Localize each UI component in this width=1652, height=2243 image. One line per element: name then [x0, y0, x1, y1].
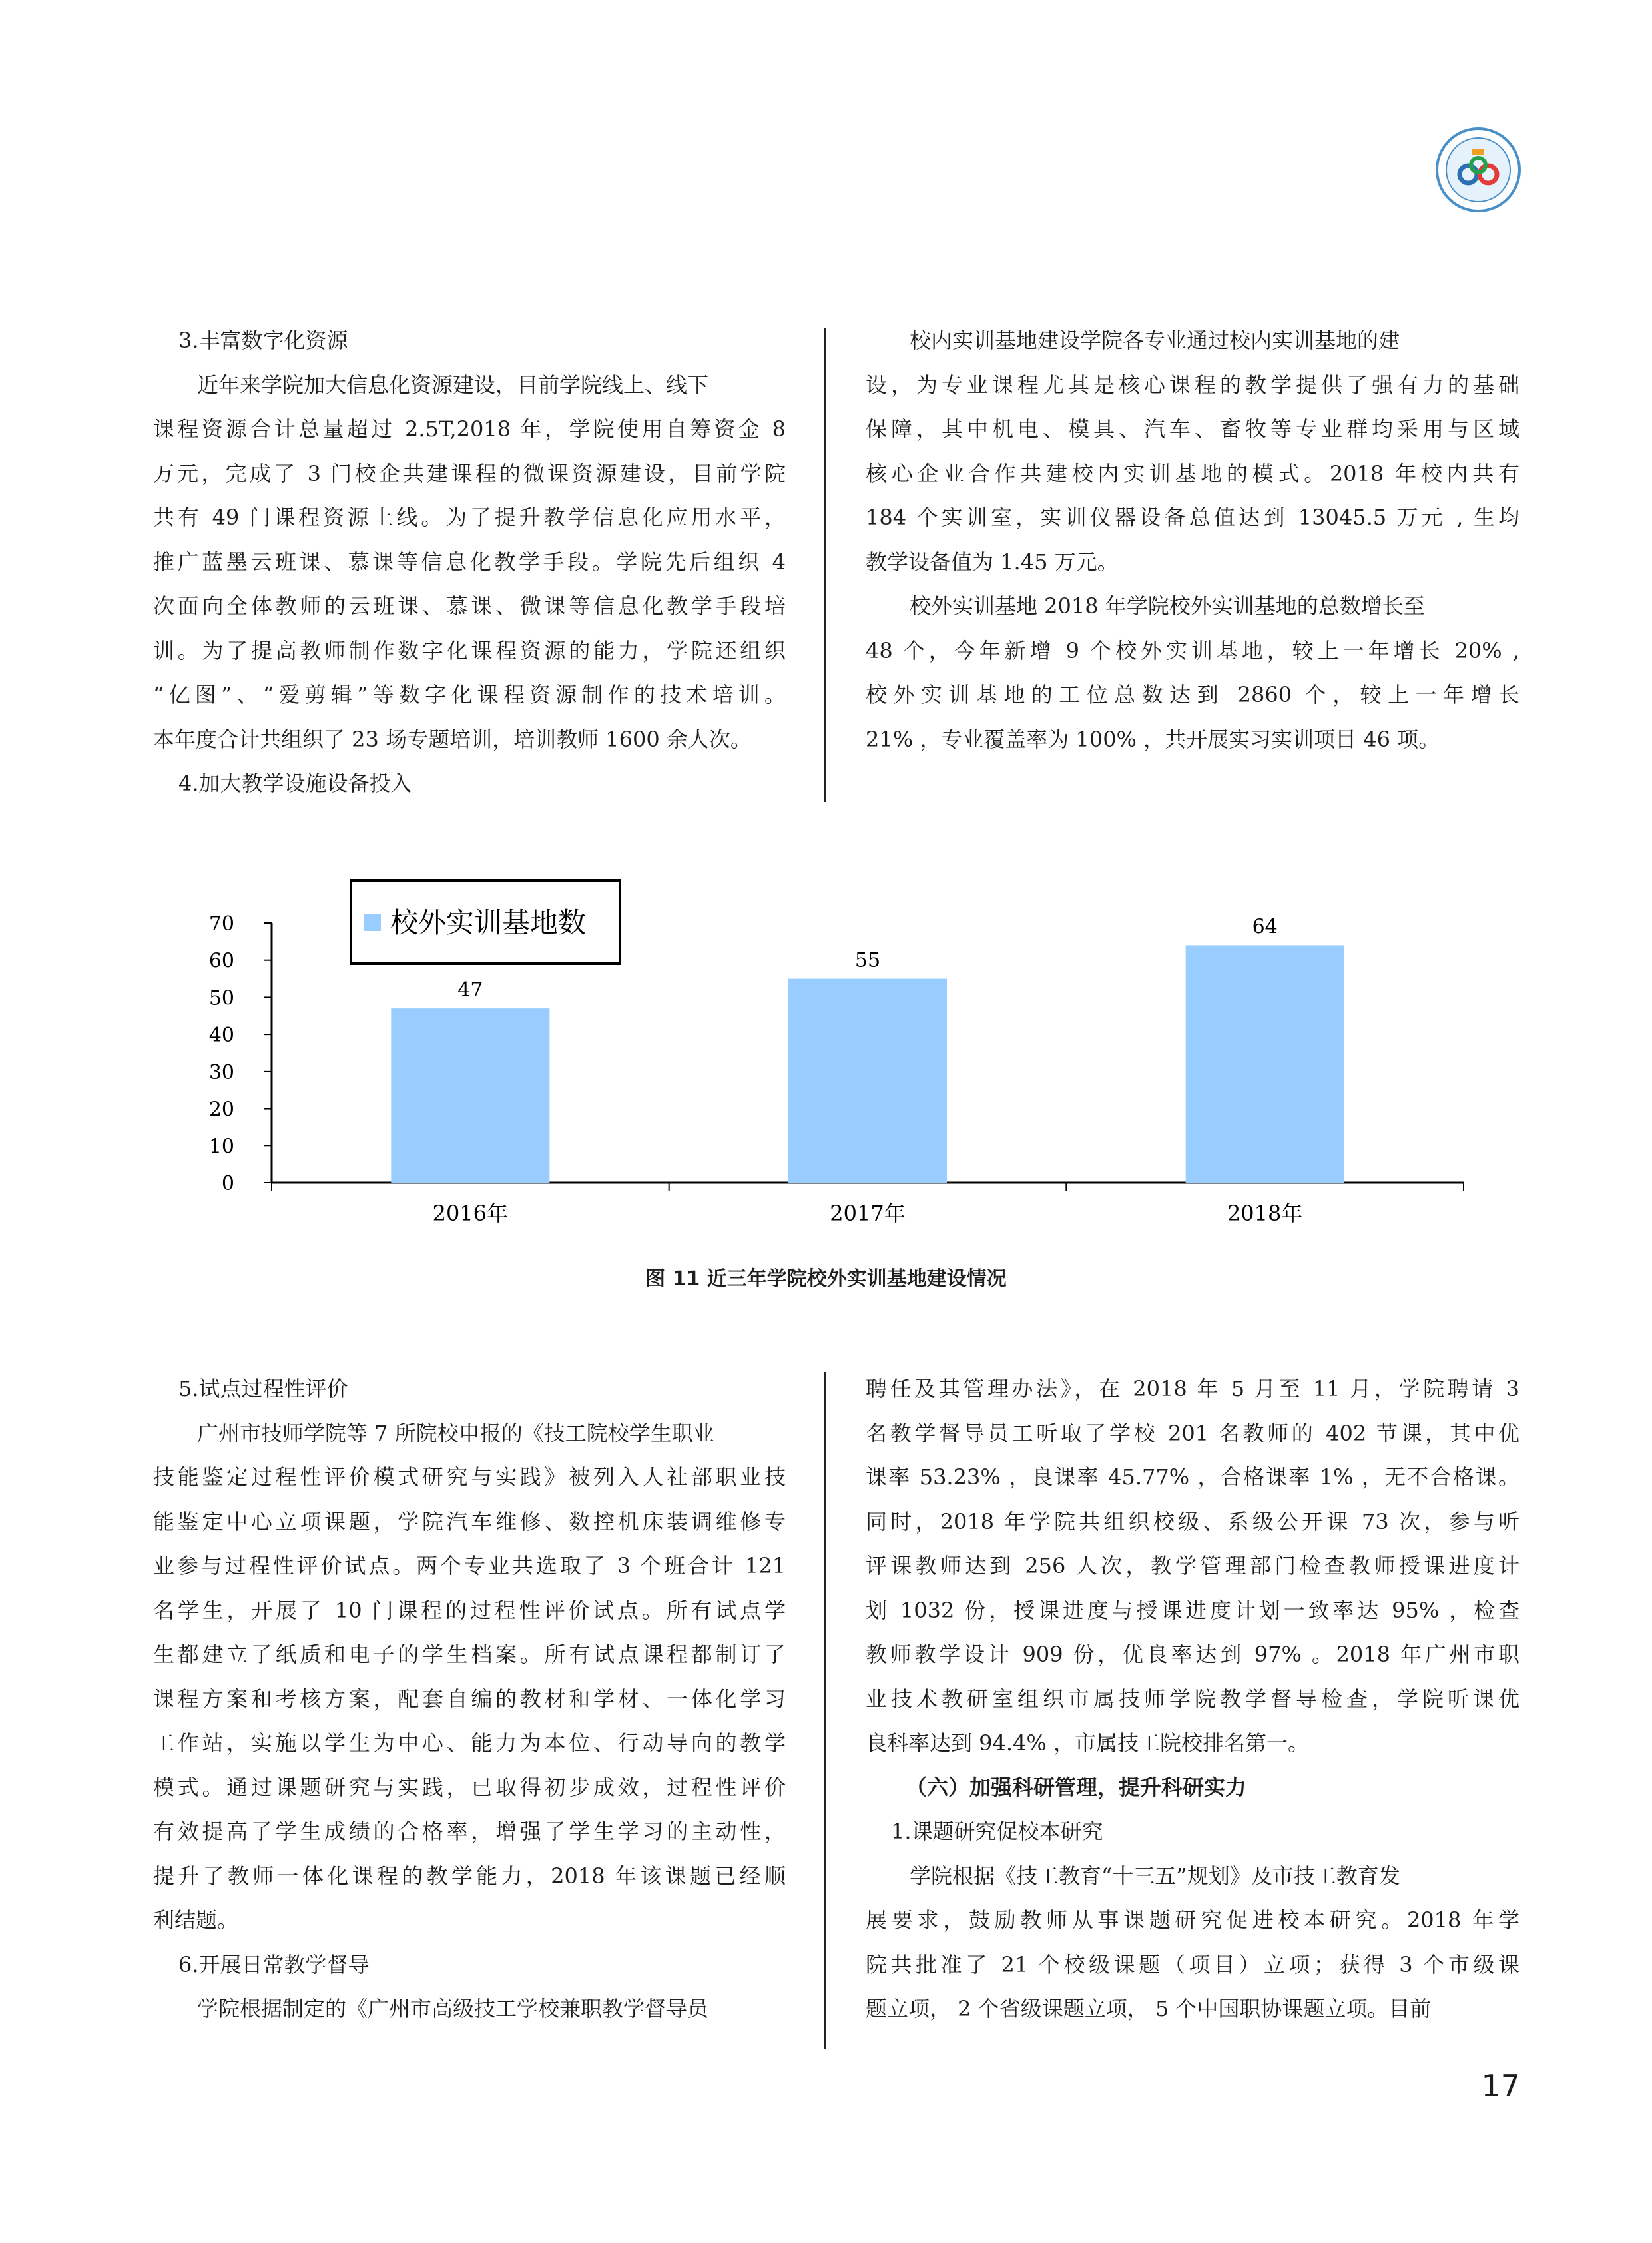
- left-column-top: [153, 318, 786, 806]
- y-tick-label: 70: [208, 912, 234, 936]
- right-column-top: [866, 318, 1519, 761]
- paragraph-line: 次面向全体教师的云班课、慕课、微课等信息化教学手段培: [153, 593, 786, 619]
- chart-legend: [351, 880, 620, 964]
- paragraph-line: 校外实训基地 2018 年学院校外实训基地的总数增长至: [910, 593, 1425, 619]
- paragraph-line: 同时，2018 年学院共组织校级、系级公开课 73 次，参与听: [866, 1508, 1519, 1534]
- y-tick-label: 20: [208, 1098, 234, 1122]
- paragraph-line: 核心企业合作共建校内实训基地的模式。2018 年校内共有: [866, 460, 1519, 486]
- paragraph-line: 有效提高了学生成绩的合格率，增强了学生学习的主动性，: [153, 1819, 786, 1844]
- y-tick-label: 50: [208, 986, 234, 1010]
- figure-caption: 图 11 近三年学院校外实训基地建设情况: [645, 1267, 1007, 1291]
- column-divider: [824, 1372, 826, 2049]
- data-label: 64: [1252, 915, 1278, 939]
- paragraph-line: 设，为专业课程尤其是核心课程的教学提供了强有力的基础: [866, 372, 1519, 398]
- paragraph-line: 教师教学设计 909 份，优良率达到 97% 。2018 年广州市职: [866, 1642, 1519, 1667]
- paragraph-line: 课率 53.23% ，良课率 45.77% ，合格课率 1% ，无不合格课。: [866, 1464, 1519, 1490]
- paragraph-line: 训。为了提高教师制作数字化课程资源的能力，学院还组织: [153, 637, 786, 663]
- subheading: 1.课题研究促校本研究: [891, 1819, 1103, 1844]
- paragraph-line: 近年来学院加大信息化资源建设，目前学院线上、线下: [197, 372, 709, 398]
- paragraph-line: 名学生，开展了 10 门课程的过程性评价试点。所有试点学: [153, 1597, 786, 1623]
- paragraph-line: “亿图”、“爱剪辑”等数字化课程资源制作的技术培训。: [153, 682, 786, 707]
- bar-2018年: [1186, 945, 1344, 1183]
- subheading: 4.加大教学设施设备投入: [178, 771, 412, 796]
- paragraph-line: 学院根据《技工教育“十三五”规划》及市技工教育发: [910, 1863, 1400, 1889]
- paragraph-line: 技能鉴定过程性评价模式研究与实践》被列入人社部职业技: [153, 1464, 786, 1490]
- y-tick-label: 30: [208, 1060, 234, 1084]
- subheading: 3.丰富数字化资源: [178, 328, 348, 353]
- paragraph-line: 提升了教师一体化课程的教学能力，2018 年该课题已经顺: [153, 1863, 786, 1889]
- paragraph-line: 推广蓝墨云班课、慕课等信息化教学手段。学院先后组织 4: [153, 549, 786, 575]
- paragraph-line: 工作站，实施以学生为中心、能力为本位、行动导向的教学: [153, 1730, 786, 1756]
- paragraph-line: 利结题。: [153, 1907, 239, 1933]
- bar-chart: [0, 859, 1652, 1259]
- paragraph-line: 评课教师达到 256 人次，教学管理部门检查教师授课进度计: [866, 1553, 1519, 1578]
- bar-2017年: [788, 979, 947, 1183]
- section-heading: （六）加强科研管理，提升科研实力: [906, 1774, 1247, 1800]
- y-tick-label: 0: [221, 1172, 234, 1195]
- paragraph-line: 模式。通过课题研究与实践，已取得初步成效，过程性评价: [153, 1774, 786, 1800]
- x-tick-label: 2017年: [830, 1201, 906, 1226]
- paragraph-line: 良科率达到 94.4% ，市属技工院校排名第一。: [866, 1730, 1310, 1756]
- x-tick-label: 2018年: [1227, 1201, 1303, 1226]
- bar-2016年: [391, 1008, 549, 1183]
- legend-swatch: [364, 914, 381, 931]
- legend-label: 校外实训基地数: [390, 906, 587, 939]
- paragraph-line: 21% ，专业覆盖率为 100% ，共开展实习实训项目 46 项。: [866, 726, 1440, 752]
- paragraph-line: 学院根据制定的《广州市高级技工学校兼职教学督导员: [197, 1996, 709, 2021]
- y-tick-label: 10: [208, 1135, 234, 1159]
- paragraph-line: 校内实训基地建设学院各专业通过校内实训基地的建: [910, 328, 1400, 353]
- paragraph-line: 广州市技师学院等 7 所院校申报的《技工院校学生职业: [197, 1420, 714, 1446]
- paragraph-line: 课程方案和考核方案，配套自编的教材和学材、一体化学习: [153, 1686, 786, 1712]
- paragraph-line: 能鉴定中心立项课题，学院汽车维修、数控机床装调维修专: [153, 1508, 786, 1534]
- paragraph-line: 业参与过程性评价试点。两个专业共选取了 3 个班合计 121: [153, 1553, 786, 1578]
- paragraph-line: 聘任及其管理办法》，在 2018 年 5 月至 11 月，学院聘请 3: [866, 1376, 1519, 1401]
- paragraph-line: 本年度合计共组织了 23 场专题培训，培训教师 1600 余人次。: [153, 726, 752, 752]
- paragraph-line: 院共批准了 21 个校级课题（项目）立项；获得 3 个市级课: [866, 1951, 1519, 1977]
- column-divider: [824, 328, 826, 802]
- paragraph-line: 课程资源合计总量超过 2.5T,2018 年，学院使用自筹资金 8: [153, 416, 786, 442]
- college-logo-icon: [1435, 127, 1521, 213]
- paragraph-line: 题立项， 2 个省级课题立项， 5 个中国职协课题立项。目前: [866, 1996, 1432, 2021]
- left-column-bottom: [153, 1367, 786, 2031]
- y-tick-label: 60: [208, 949, 234, 973]
- paragraph-line: 共有 49 门课程资源上线。为了提升教学信息化应用水平，: [153, 505, 786, 530]
- paragraph-line: 校外实训基地的工位总数达到 2860 个，较上一年增长: [866, 682, 1519, 707]
- paragraph-line: 保障，其中机电、模具、汽车、畜牧等专业群均采用与区域: [866, 416, 1519, 442]
- paragraph-line: 展要求，鼓励教师从事课题研究促进校本研究。2018 年学: [866, 1907, 1519, 1933]
- paragraph-line: 名教学督导员工听取了学校 201 名教师的 402 节课，其中优: [866, 1420, 1519, 1446]
- paragraph-line: 184 个实训室，实训仪器设备总值达到 13045.5 万元 , 生均: [866, 505, 1519, 530]
- subheading: 5.试点过程性评价: [178, 1376, 348, 1401]
- y-tick-label: 40: [208, 1024, 234, 1048]
- paragraph-line: 生都建立了纸质和电子的学生档案。所有试点课程都制订了: [153, 1642, 786, 1667]
- x-tick-label: 2016年: [432, 1201, 509, 1226]
- paragraph-line: 划 1032 份，授课进度与授课进度计划一致率达 95% ，检查: [866, 1597, 1519, 1623]
- subheading: 6.开展日常教学督导: [178, 1951, 370, 1977]
- paragraph-line: 业技术教研室组织市属技师学院教学督导检查，学院听课优: [866, 1686, 1519, 1712]
- paragraph-line: 48 个，今年新增 9 个校外实训基地，较上一年增长 20% ,: [866, 637, 1519, 663]
- right-column-bottom: [866, 1367, 1519, 2031]
- data-label: 55: [854, 948, 881, 972]
- paragraph-line: 教学设备值为 1.45 万元。: [866, 549, 1119, 575]
- data-label: 47: [457, 978, 483, 1002]
- page-number: 17: [1481, 2068, 1520, 2104]
- paragraph-line: 万元，完成了 3 门校企共建课程的微课资源建设，目前学院: [153, 460, 786, 486]
